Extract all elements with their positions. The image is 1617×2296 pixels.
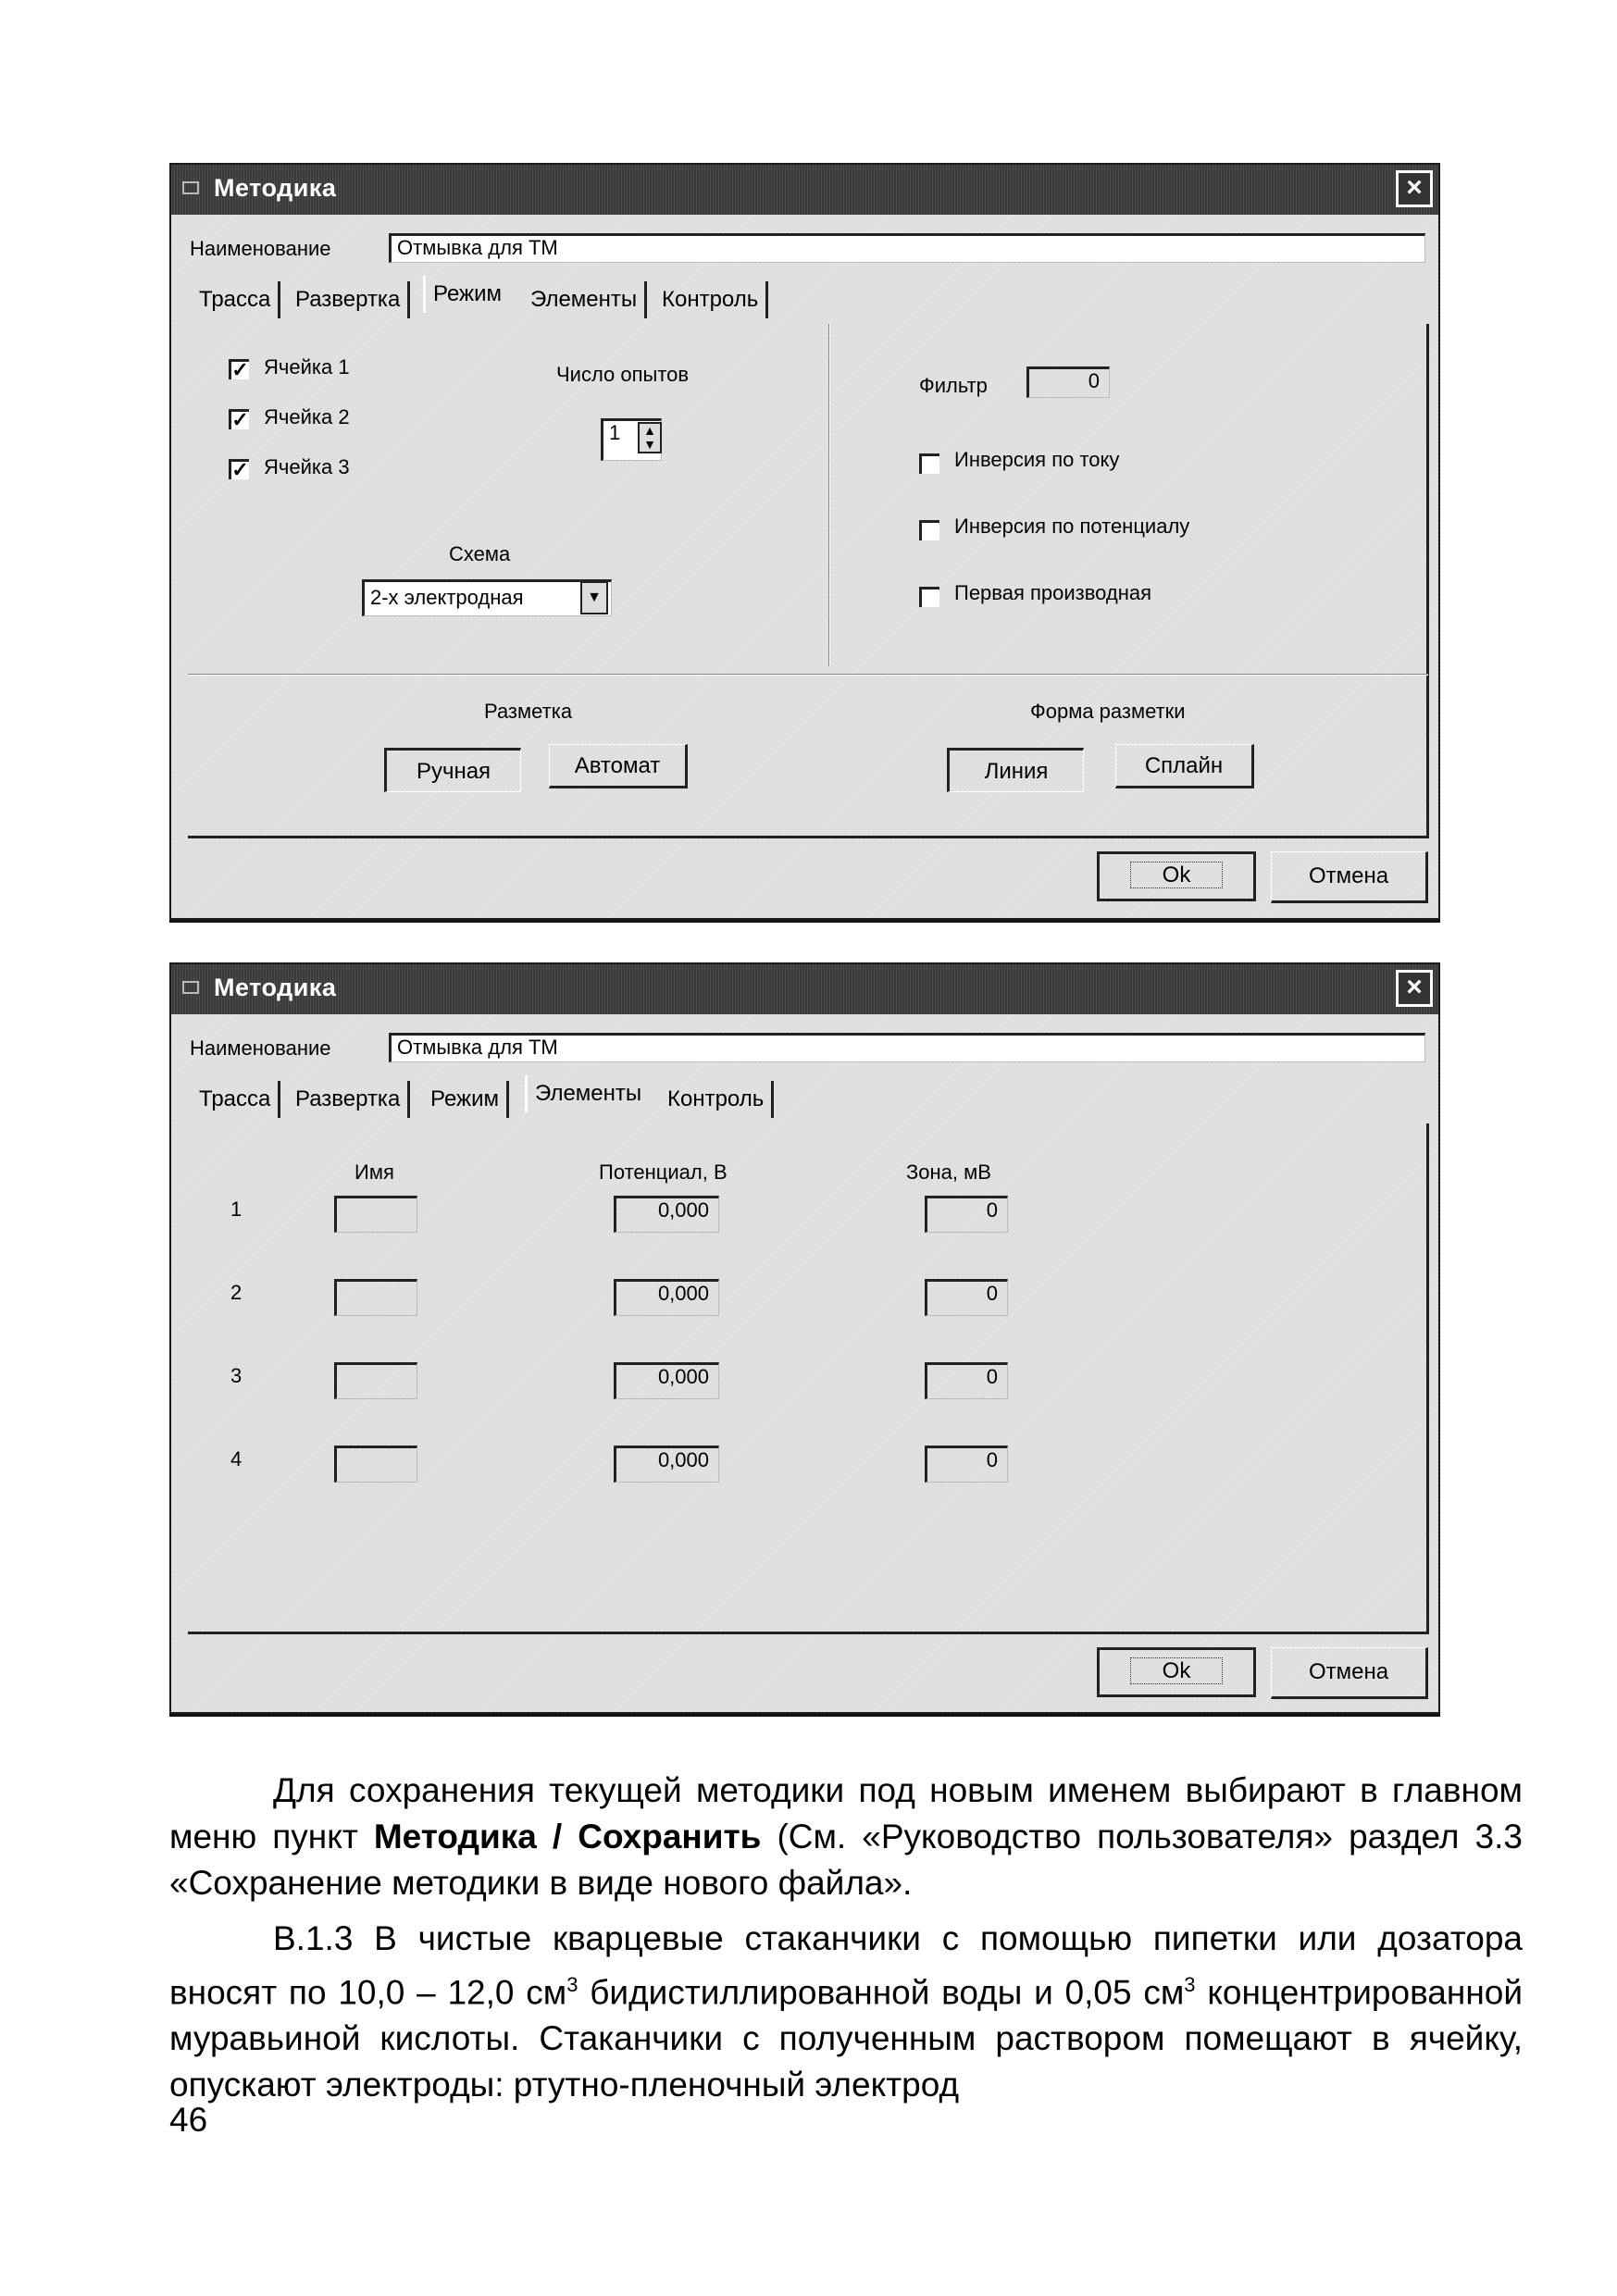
paragraph-text: Для сохранения текущей методики под новым именем выбирают в главном меню пункт (169, 1771, 1523, 1855)
tab-panel-mode (188, 324, 1429, 838)
potential-inversion-checkbox[interactable] (919, 520, 939, 540)
scheme-label: Схема (449, 542, 511, 565)
element-name-input[interactable] (334, 1279, 417, 1316)
cell-1-checkbox[interactable]: ✓ (229, 359, 249, 379)
tab-elementy[interactable]: Элементы (525, 1075, 649, 1112)
system-menu-icon[interactable] (182, 181, 199, 194)
cell-1-label: Ячейка 1 (264, 355, 350, 379)
filter-label: Фильтр (919, 374, 988, 397)
row-number: 1 (230, 1198, 243, 1221)
cell-2-checkbox[interactable]: ✓ (229, 409, 249, 429)
column-header-zone: Зона, мВ (906, 1160, 991, 1184)
zone-input[interactable]: 0 (925, 1446, 1008, 1483)
scheme-select[interactable]: 2-х электродная (362, 579, 612, 616)
figure-rule (169, 1714, 1440, 1717)
markup-auto-button[interactable]: Автомат (549, 744, 688, 788)
close-icon[interactable]: × (1396, 170, 1433, 207)
title-bar (171, 964, 1438, 1014)
tab-razvertka[interactable]: Развертка (288, 281, 410, 318)
zone-input[interactable]: 0 (925, 1362, 1008, 1399)
chevron-down-icon[interactable]: ▼ (580, 581, 608, 614)
tab-razvertka[interactable]: Развертка (288, 1081, 410, 1118)
paragraph-text: (См. «Руководство пользователя» раздел 3.3 «Сохранение методики в виде нового файла». (169, 1818, 1523, 1902)
trials-spinner[interactable] (638, 422, 662, 453)
figure-rule (169, 920, 1440, 923)
tab-rezhim[interactable]: Режим (423, 276, 509, 313)
page-number: 46 (169, 2101, 208, 2139)
tab-rezhim[interactable]: Режим (423, 1081, 509, 1118)
superscript: 3 (1184, 1973, 1196, 1996)
paragraph-b-1-3 (169, 1916, 1523, 2108)
first-derivative-checkbox[interactable] (919, 587, 939, 607)
menu-path: Методика / Сохранить (373, 1818, 762, 1855)
tab-strip (192, 278, 932, 318)
system-menu-icon[interactable] (182, 981, 199, 994)
tab-kontrol[interactable]: Контроль (660, 1081, 774, 1118)
potential-input[interactable]: 0,000 (614, 1279, 719, 1316)
current-inversion-label: Инверсия по току (954, 448, 1120, 471)
element-name-input[interactable] (334, 1196, 417, 1233)
column-header-name: Имя (354, 1160, 394, 1184)
paragraph-text: бидистиллированной воды и 0,05 см (578, 1973, 1185, 2012)
first-derivative-label: Первая производная (954, 581, 1152, 604)
markup-label: Разметка (484, 700, 573, 723)
potential-input[interactable]: 0,000 (614, 1362, 719, 1399)
element-name-input[interactable] (334, 1446, 417, 1483)
form-line-button[interactable]: Линия (947, 748, 1084, 792)
name-input[interactable]: Отмывка для ТМ (389, 1033, 1425, 1062)
filter-input[interactable]: 0 (1026, 366, 1110, 398)
cell-3-label: Ячейка 3 (264, 455, 350, 478)
ok-button-label: Ok (1130, 1657, 1224, 1684)
ok-button[interactable] (1097, 851, 1256, 901)
paragraph-text: В.1.3 В чистые кварцевые стаканчики с помощью пипетки или дозатора вносят по 10,0 – 12,0 см (169, 1919, 1523, 2012)
name-input[interactable]: Отмывка для ТМ (389, 233, 1425, 263)
title-bar (171, 165, 1438, 215)
dialog-title: Методика (214, 974, 337, 1001)
section-divider (828, 324, 830, 666)
row-number: 2 (230, 1281, 243, 1304)
cancel-button[interactable]: Отмена (1271, 851, 1428, 903)
tab-kontrol[interactable]: Контроль (654, 281, 768, 318)
close-icon[interactable]: × (1396, 970, 1433, 1007)
superscript: 3 (566, 1973, 578, 1996)
methodology-dialog-mode (169, 163, 1440, 920)
trials-input[interactable]: 1 (601, 418, 662, 461)
spin-up-icon[interactable]: ▲ (643, 423, 656, 438)
ok-button[interactable] (1097, 1647, 1256, 1697)
potential-input[interactable]: 0,000 (614, 1196, 719, 1233)
row-number: 4 (230, 1447, 243, 1471)
paragraph-text: концентрированной муравьиной кислоты. Стаканчики с полученным раствором помещают в ячейку, опускают электроды: ртутно-пленочный электрод (169, 1973, 1524, 2104)
tab-trassa[interactable]: Трасса (192, 1081, 280, 1118)
cell-2-label: Ячейка 2 (264, 405, 350, 428)
spin-down-icon[interactable]: ▼ (643, 437, 656, 452)
markup-manual-button[interactable]: Ручная (384, 748, 521, 792)
row-number: 3 (230, 1364, 243, 1387)
form-spline-button[interactable]: Сплайн (1115, 744, 1254, 788)
name-label: Наименование (190, 237, 331, 260)
tab-trassa[interactable]: Трасса (192, 281, 280, 318)
trials-label: Число опытов (556, 363, 690, 386)
tab-panel-elements (188, 1123, 1429, 1634)
zone-input[interactable]: 0 (925, 1196, 1008, 1233)
tab-strip (192, 1077, 932, 1118)
zone-input[interactable]: 0 (925, 1279, 1008, 1316)
current-inversion-checkbox[interactable] (919, 453, 939, 474)
tab-elementy[interactable]: Элементы (523, 281, 647, 318)
name-label: Наименование (190, 1036, 331, 1060)
column-header-potential: Потенциал, В (599, 1160, 728, 1184)
methodology-dialog-elements (169, 962, 1440, 1714)
potential-input[interactable]: 0,000 (614, 1446, 719, 1483)
ok-button-label: Ok (1130, 862, 1224, 888)
dialog-title: Методика (214, 174, 337, 202)
potential-inversion-label: Инверсия по потенциалу (954, 515, 1190, 538)
cell-3-checkbox[interactable]: ✓ (229, 459, 249, 479)
cancel-button[interactable]: Отмена (1271, 1647, 1428, 1699)
paragraph-save-methodology (169, 1768, 1523, 1906)
element-name-input[interactable] (334, 1362, 417, 1399)
section-divider (188, 674, 1428, 676)
markup-form-label: Форма разметки (1030, 700, 1186, 723)
